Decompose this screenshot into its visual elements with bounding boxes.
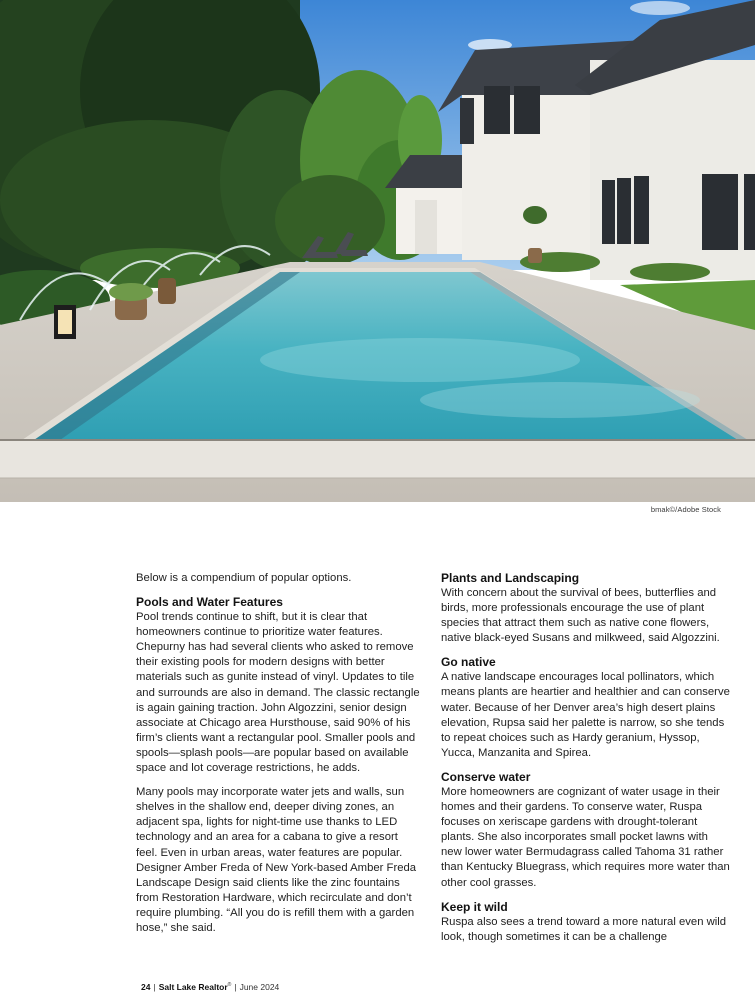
- section-paragraph: Ruspa also sees a trend toward a more natural even wild look, though sometimes it can be a challenge: [441, 915, 727, 943]
- footer-separator: |: [234, 982, 237, 992]
- section-keep-it-wild: [441, 900, 731, 945]
- section-heading: Pools and Water Features: [136, 595, 283, 610]
- intro-text: Below is a compendium of popular options.: [136, 572, 352, 584]
- registered-mark: ®: [227, 982, 232, 989]
- article-column-left: [136, 571, 421, 936]
- section-paragraph: A native landscape encourages local pollinators, which means plants are heartier and healthier and can conserve water. Because of her Denver area’s high desert plains elevation, Rupsa said her palette is narrow, so she tends to repeat choices such as Hardy geranium, Hyssop, Yucca, Manzanita and Spirea.: [441, 671, 730, 759]
- section-pools: [136, 595, 421, 936]
- issue-date: June 2024: [239, 982, 280, 992]
- section-heading: Conserve water: [441, 769, 531, 784]
- section-heading: Keep it wild: [441, 899, 508, 914]
- photo-credit: bmak©/Adobe Stock: [650, 505, 721, 514]
- section-paragraph: More homeowners are cognizant of water usage in their homes and their gardens. To conserve water, Ruspa focuses on xeriscape gardens with drought-tolerant plants. She also incorporates small pocket lawns with new lower water Bermudagrass called Tahoma 31 rather than Kentucky Bluegrass, which requires more water than other cool grasses.: [441, 785, 730, 889]
- section-heading: Go native: [441, 655, 496, 670]
- section-go-native: [441, 655, 731, 761]
- page-number: 24: [141, 982, 151, 992]
- footer-separator: |: [153, 982, 156, 992]
- section-paragraph: Many pools may incorporate water jets and walls, sun shelves in the shallow end, deeper diving zones, an adjacent spa, lights for night-time use thanks to LED technology and an area for a cabana to give a resort feel. Even in urban areas, water features are popular. Designer Amber Freda of New York-based Amber Freda Landscape Design said clients like the zinc fountains from Restoration Hardware, which recirculate and don’t require plumbing. “All you do is refill them with a garden hose,” she said.: [136, 786, 417, 934]
- article-column-right: [441, 571, 731, 945]
- section-heading: Plants and Landscaping: [441, 571, 580, 585]
- section-paragraph: With concern about the survival of bees, butterflies and birds, more professionals encourage the use of plant species that attract them such as native cone flowers, native black-eyed Susans and milkweed, said Algozzini.: [441, 587, 720, 645]
- section-plants: [441, 571, 731, 646]
- publication-name: Salt Lake Realtor: [158, 982, 228, 992]
- section-conserve-water: [441, 770, 731, 891]
- section-paragraph: Pool trends continue to shift, but it is clear that homeowners continue to prioritize water features. Chepurny has had several clients who asked to remove their existing pools for modern designs with better materials such as gunite instead of vinyl. Updates to tile and surrounds are also in demand. The classic rectangle is again gaining traction. John Algozzini, senior design associate at Chicago area Hursthouse, said 90% of his firm’s clients want a rectangular pool. Smaller pools and spools—splash pools—are popular based on available space and lot coverage restrictions, he adds.: [136, 611, 420, 775]
- page-footer: [141, 982, 279, 992]
